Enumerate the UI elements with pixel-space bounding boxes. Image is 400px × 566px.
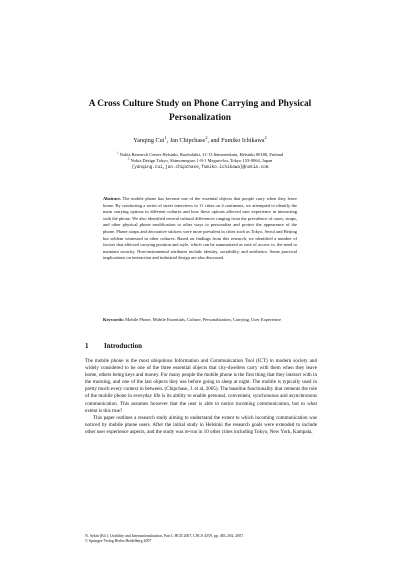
affiliation-text: Nokia Design Tokyo, Shimomeguro 1-8-1 Meguro-ku, Tokyo 153-0064, Japan [130,158,273,164]
abstract-text: The mobile phone has become one of the essential objects that people carry when they leave home. By conducting a series of street interviews in 11 cities on 4 continents, we attempted to identify the main carrying options in different cultures and how these options affected user experience in interacting with the phone. We also identified several cultural differences ranging from the prevalence of cases, straps, and other physical phone modification to other ways to personalize and protect the appearance of the phone. Phone straps and decorative stickers were more prevalent in cities such as Tokyo, Seoul and Beijing but seldom witnessed in other cultures. Based on findings from this research, we identified a number of factors that affected carrying position and style, which can be summarized as ease of access vs. the need to maintain security. Non-instrumental attributes include identity, sociability, and aesthetics. Some practical implications on interaction and industrial design are also discussed. [103,196,297,261]
author-mark: 2 [205,134,208,140]
author-name: Fumiko Ichikawa [221,137,265,144]
citation-line: N. Aykin (Ed.): Usability and Internationalization, Part I, HCII 2007, LNCS 4559, pp. 483–492, 2007. [85,534,245,538]
abstract-label: Abstract. [103,196,121,201]
author-list: Yanqing Cui$^1$, Jan Chipchase$^2$, and Fumiko Ichikawa$^2$ [133,134,267,144]
author-emails: {yanqing.cui,jan.chipchase,fumiko.ichikawa}@nokia.com [131,164,269,170]
keywords [103,317,297,324]
affiliations [60,152,340,171]
keywords-label: Keywords: [103,317,124,322]
author-name: Jan Chipchase [169,137,206,144]
page-footer [85,534,317,545]
section-heading [85,342,142,350]
abstract [103,196,297,262]
body-text [85,358,317,436]
section-title: Introduction [104,342,142,350]
paragraph: The mobile phone is the most ubiquitous Information and Communication Tool (ICT) in modern society and widely considered to be one of the three essential objects that city-dwellers carry with them when they leave home, others being keys and money. For many people the mobile phone is the first thing that they interact with in the morning, and one of the last objects they use before going to sleep at night. The mobile is typically used in pretty much every context in between. (Chipchase, J. et al, 2005). The baseline functionality that cements the role of the mobile phone in everyday life is its ability to enable personal, convenient, synchronous and asynchronous communication. This assumes however that the user is able to notice incoming communication, but to what extent is this true? [85,358,317,414]
affiliation-text: Nokia Research Center Helsinki, Ruoholahti, 11-13 Itämerenkatu, Helsinki 00180, Finland [119,152,284,157]
paragraph: This paper outlines a research study aiming to understand the extent to which incoming communication was noticed by mobile phone users. After the initial study in Helsinki the research goals were extended to include other user experience aspects, and the study was re-run in 10 other cities including Tokyo, New York, Kampala, [85,414,317,435]
author-name: Yanqing Cui [133,137,165,144]
affiliation-mark: 2 [127,156,130,161]
author-mark: 1 [164,134,167,140]
paper-title: A Cross Culture Study on Phone Carrying and Physical Personalization [88,99,312,123]
section-number: 1 [85,342,89,350]
affiliation-mark: 1 [116,150,119,155]
keywords-text: Mobile Phone, Mobile Essentials, Culture, Personalization, Carrying, User Experience [125,317,281,322]
copyright-line: © Springer-Verlag Berlin Heidelberg 2007 [85,539,152,544]
author-mark: 2 [264,134,267,140]
